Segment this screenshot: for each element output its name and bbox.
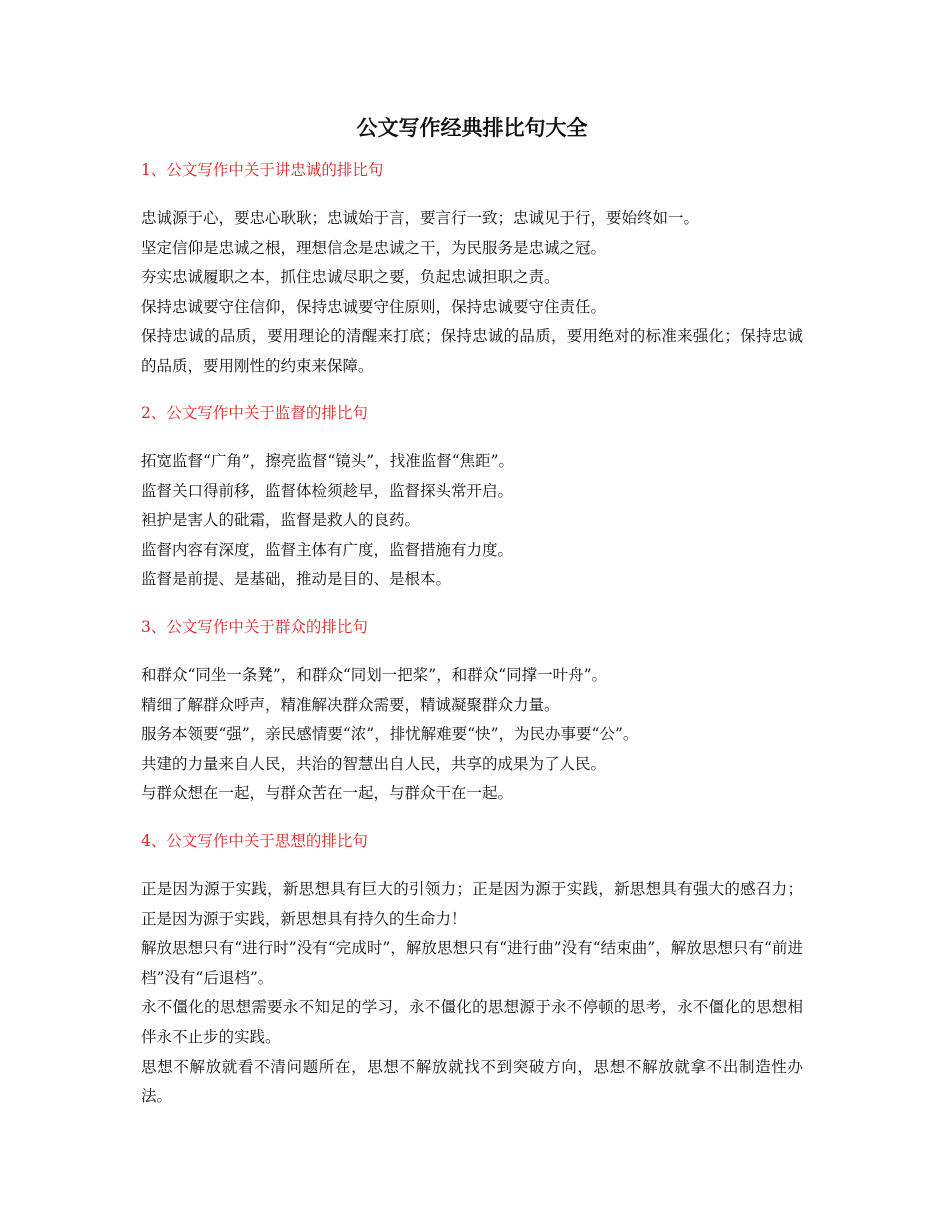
paragraph: 解放思想只有“进行时”没有“完成时”，解放思想只有“进行曲”没有“结束曲”，解放思想只有“前进档”没有“后退档”。	[141, 939, 803, 987]
section-heading: 3、公文写作中关于群众的排比句	[141, 618, 368, 636]
paragraph: 监督是前提、是基础，推动是目的、是根本。	[141, 570, 452, 589]
paragraph: 与群众想在一起，与群众苦在一起，与群众干在一起。	[141, 784, 514, 803]
paragraph: 保持忠诚的品质，要用理论的清醒来打底；保持忠诚的品质，要用绝对的标准来强化；保持忠诚的品质，要用刚性的约束来保障。	[141, 327, 803, 375]
section-body	[141, 875, 803, 1112]
paragraph: 保持忠诚要守住信仰，保持忠诚要守住原则，保持忠诚要守住责任。	[141, 297, 607, 316]
section-loyalty	[141, 158, 803, 382]
paragraph: 服务本领要“强”，亲民感情要“浓”，排忧解难要“快”，为民办事要“公”。	[141, 725, 639, 744]
section-heading: 4、公文写作中关于思想的排比句	[141, 832, 368, 850]
section-body	[141, 447, 803, 595]
paragraph: 袒护是害人的砒霜，监督是救人的良药。	[141, 511, 421, 530]
paragraph: 精细了解群众呼声，精准解决群众需要，精诚凝聚群众力量。	[141, 695, 560, 714]
paragraph: 拓宽监督“广角”，擦亮监督“镜头”，找准监督“焦距”。	[141, 452, 515, 470]
paragraph: 永不僵化的思想需要永不知足的学习，永不僵化的思想源于永不停顿的思考，永不僵化的思想相伴永不止步的实践。	[141, 998, 803, 1046]
paragraph: 共建的力量来自人民，共治的智慧出自人民，共享的成果为了人民。	[141, 754, 607, 773]
paragraph: 忠诚源于心，要忠心耿耿；忠诚始于言，要言行一致；忠诚见于行，要始终如一。	[141, 209, 700, 227]
paragraph: 思想不解放就看不清问题所在，思想不解放就找不到突破方向，思想不解放就拿不出制造性办法。	[141, 1057, 803, 1106]
section-body	[141, 204, 803, 382]
paragraph: 夯实忠诚履职之本，抓住忠诚尽职之要，负起忠诚担职之责。	[141, 268, 560, 287]
paragraph: 监督关口得前移，监督体检须趁早，监督探头常开启。	[141, 481, 514, 500]
paragraph: 正是因为源于实践，新思想具有巨大的引领力；正是因为源于实践，新思想具有强大的感召力；正是因为源于实践，新思想具有持久的生命力！	[141, 880, 803, 928]
paragraph: 监督内容有深度，监督主体有广度，监督措施有力度。	[141, 540, 514, 559]
section-masses	[141, 615, 803, 809]
section-heading: 2、公文写作中关于监督的排比句	[141, 404, 368, 422]
section-heading: 1、公文写作中关于讲忠诚的排比句	[141, 161, 384, 179]
section-supervision	[141, 401, 803, 595]
paragraph: 和群众“同坐一条凳”，和群众“同划一把桨”，和群众“同撑一叶舟”。	[141, 666, 608, 684]
document-title: 公文写作经典排比句大全	[356, 116, 588, 140]
section-thought	[141, 829, 803, 1112]
section-body	[141, 661, 803, 809]
paragraph: 坚定信仰是忠诚之根，理想信念是忠诚之干，为民服务是忠诚之冠。	[141, 238, 607, 257]
